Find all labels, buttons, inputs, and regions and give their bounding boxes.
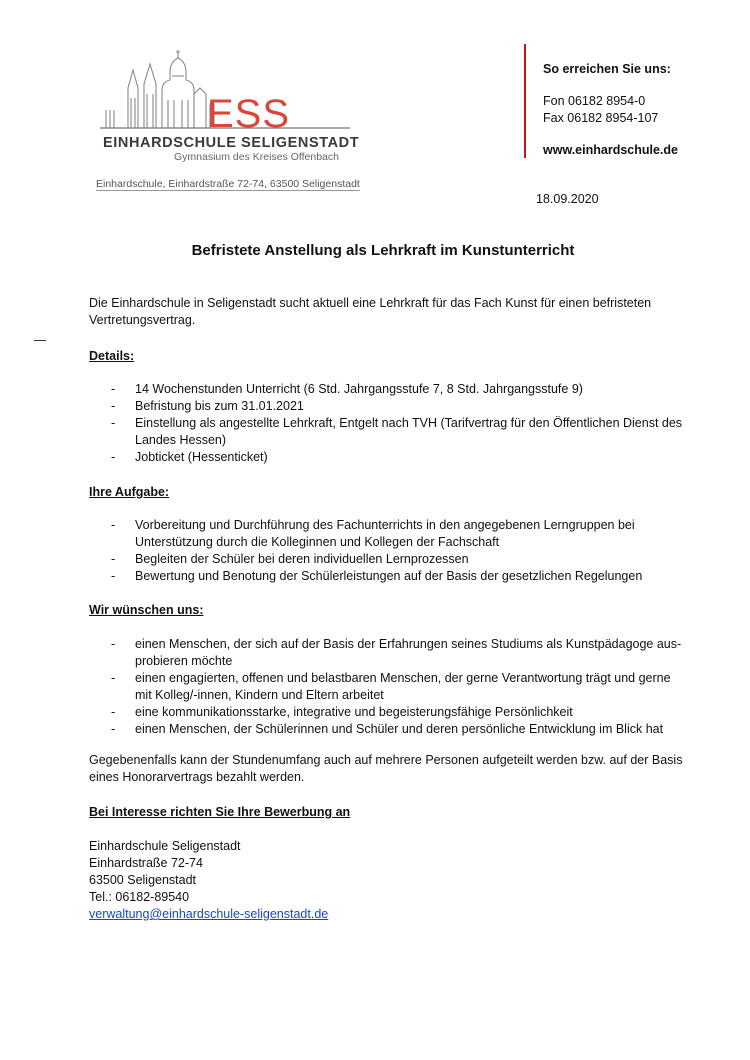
list-item: - Vorbereitung und Durchführung des Fachunterrichts in den angegebenen Lerngruppen bei Unterstützung durch die Kolleginnen und Kollegen der Fachschaft [89,517,689,551]
list-item: - Jobticket (Hessenticket) [89,449,689,466]
logo-subtitle: Gymnasium des Kreises Offenbach [174,151,339,163]
address-phone: Tel.: 06182-89540 [89,890,190,904]
section-heading-wishes: Wir wünschen uns: [89,603,204,617]
wishes-list [89,636,689,738]
list-item: - einen Menschen, der Schülerinnen und Schüler und deren persönliche Entwicklung im Blick hat [89,721,689,738]
list-item: - Befristung bis zum 31.01.2021 [89,398,689,415]
application-heading: Bei Interesse richten Sie Ihre Bewerbung an [89,805,351,819]
address-city: 63500 Seligenstadt [89,873,197,887]
intro-paragraph: Die Einhardschule in Seligenstadt sucht aktuell eine Lehrkraft für das Fach Kunst für einen befristeten Vertretungsvertrag. [89,296,652,327]
document-title: Befristete Anstellung als Lehrkraft im Kunstunterricht [191,242,575,259]
contact-fax: Fax 06182 8954-107 [543,111,659,125]
contact-website: www.einhardschule.de [543,143,678,157]
list-item: - eine kommunikationsstarke, integrative und begeisterungsfähige Persönlichkeit [89,704,689,721]
contact-title: So erreichen Sie uns: [543,62,671,76]
tasks-list [89,517,689,585]
margin-mark [34,340,46,341]
list-item: - einen Menschen, der sich auf der Basis der Erfahrungen seines Studiums als Kunstpädagoge aus-probieren möchte [89,636,689,670]
logo-school-name: EINHARDSCHULE SELIGENSTADT [103,135,360,151]
list-item: - 14 Wochenstunden Unterricht (6 Std. Jahrgangsstufe 7, 8 Std. Jahrgangsstufe 9) [89,381,689,398]
section-heading-details: Details: [89,349,135,363]
note-paragraph: Gegebenenfalls kann der Stundenumfang auch auf mehrere Personen aufgeteilt werden bzw. auf der Basis eines Honorarvertrags bezahlt werden. [89,753,683,784]
address-name: Einhardschule Seligenstadt [89,839,241,853]
contact-divider [524,44,526,158]
logo-letters: ESS [207,92,291,136]
list-item: - Begleiten der Schüler bei deren individuellen Lernprozessen [89,551,689,568]
details-list [89,381,689,466]
list-item: - Bewertung und Benotung der Schülerleistungen auf der Basis der gesetzlichen Regelungen [89,568,689,585]
letter-date: 18.09.2020 [536,192,599,206]
section-heading-tasks: Ihre Aufgabe: [89,485,170,499]
list-item: - Einstellung als angestellte Lehrkraft, Entgelt nach TVH (Tarifvertrag für den Öffentlichen Dienst des Landes Hessen) [89,415,689,449]
address-block [89,838,328,923]
list-item: - einen engagierten, offenen und belastbaren Menschen, der gerne Verantwortung trägt und gerne mit Kolleg/-innen, Kindern und Eltern arbeitet [89,670,689,704]
email-link[interactable]: verwaltung@einhardschule-seligenstadt.de [89,907,329,921]
address-street: Einhardstraße 72-74 [89,856,203,870]
sender-address-line: Einhardschule, Einhardstraße 72-74, 63500 Seligenstadt [96,178,360,190]
contact-phone: Fon 06182 8954-0 [543,94,646,108]
